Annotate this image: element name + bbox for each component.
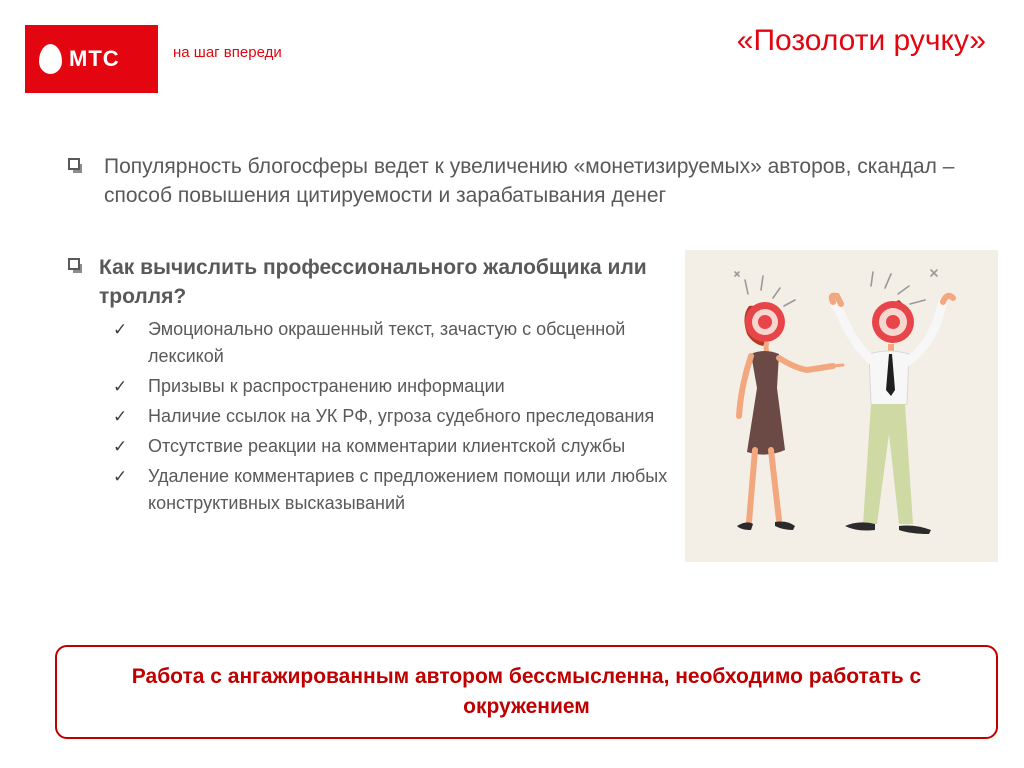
bullet-item <box>68 253 668 311</box>
checkmark-icon: ✓ <box>113 320 128 339</box>
mts-logo <box>25 25 158 93</box>
check-text: Эмоционально окрашенный текст, зачастую с обсценной лексикой <box>148 319 626 366</box>
check-item <box>113 433 673 460</box>
bullet-text: Популярность блогосферы ведет к увеличению «монетизируемых» авторов, скандал – способ повышения цитируемости и зарабатывания денег <box>104 155 955 207</box>
man-figure <box>832 296 953 534</box>
checkmark-icon: ✓ <box>113 467 128 486</box>
check-item <box>113 316 673 370</box>
checkmark-icon: ✓ <box>113 377 128 396</box>
check-text: Призывы к распространению информации <box>148 376 505 396</box>
checkmark-icon: ✓ <box>113 437 128 456</box>
bullet-heading: Как вычислить профессионального жалобщика или тролля? <box>99 256 647 308</box>
arguing-people-icon <box>685 250 998 562</box>
slide-title: «Позолоти ручку» <box>736 24 986 57</box>
square-bullet-icon <box>68 158 80 170</box>
check-text: Отсутствие реакции на комментарии клиентской службы <box>148 436 626 456</box>
check-item <box>113 403 673 430</box>
checklist <box>113 316 673 520</box>
conclusion-callout <box>55 645 998 739</box>
callout-text: Работа с ангажированным автором бессмысленна, необходимо работать с окружением <box>131 665 922 718</box>
check-text: Удаление комментариев с предложением помощи или любых конструктивных высказываний <box>148 466 668 513</box>
square-bullet-icon <box>68 258 80 270</box>
check-text: Наличие ссылок на УК РФ, угроза судебного преследования <box>148 406 655 426</box>
check-item <box>113 373 673 400</box>
logo-text: МТС <box>69 46 120 71</box>
arguing-people-illustration <box>685 250 998 562</box>
egg-logo-icon <box>39 44 62 74</box>
slogan: на шаг впереди <box>173 44 282 61</box>
checkmark-icon: ✓ <box>113 407 128 426</box>
woman-figure <box>737 302 843 530</box>
bullet-item <box>68 152 968 210</box>
check-item <box>113 463 673 517</box>
